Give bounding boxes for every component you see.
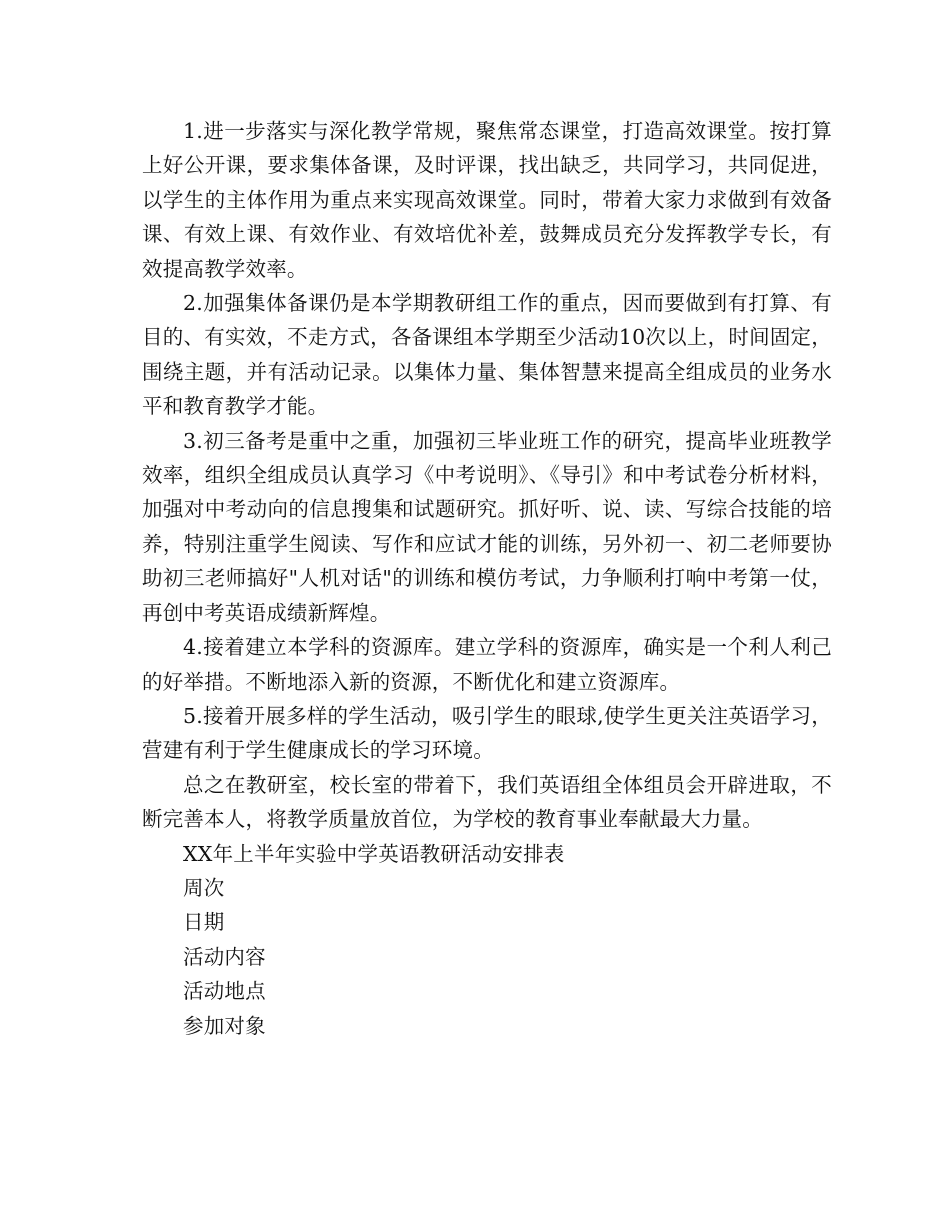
paragraph-3: 3.初三备考是重中之重，加强初三毕业班工作的研究，提高毕业班教学效率，组织全组成员认真学习《中考说明》、《导引》和中考试卷分析材料，加强对中考动向的信息搜集和试题研究。抓好听、说、读、写综合技能的培养，特别注重学生阅读、写作和应试才能的训练，另外初一、初二老师要协助初三老师搞好"人机对话"的训练和模仿考试，力争顺利打响中考第一仗，再创中考英语成绩新辉煌。 (142, 428, 832, 625)
paragraph-2: 2.加强集体备课仍是本学期教研组工作的重点，因而要做到有打算、有目的、有实效，不走方式，各备课组本学期至少活动10次以上，时间固定，围绕主题，并有活动记录。以集体力量、集体智慧来提高全组成员的业务水平和教育教学才能。 (142, 291, 832, 419)
paragraph-summary: 总之在教研室，校长室的带着下，我们英语组全体组员会开辟进取，不断完善本人，将教学质量放首位，为学校的教育事业奉献最大力量。 (142, 772, 832, 832)
paragraph-4: 4.接着建立本学科的资源库。建立学科的资源库，确实是一个利人利己的好举措。不断地添入新的资源，不断优化和建立资源库。 (142, 635, 832, 694)
table-header-week: 周次 (183, 875, 225, 900)
table-header-location: 活动地点 (183, 979, 266, 1004)
paragraph-1: 1.进一步落实与深化教学常规，聚焦常态课堂，打造高效课堂。按打算上好公开课，要求集体备课，及时评课，找出缺乏，共同学习，共同促进，以学生的主体作用为重点来实现高效课堂。同时，带着大家力求做到有效备课、有效上课、有效作业、有效培优补差，鼓舞成员充分发挥教学专长，有效提高教学效率。 (142, 119, 832, 281)
paragraph-5: 5.接着开展多样的学生活动，吸引学生的眼球,使学生更关注英语学习，营建有利于学生健康成长的学习环境。 (142, 703, 832, 763)
table-header-participants: 参加对象 (183, 1013, 266, 1038)
table-header-date: 日期 (183, 910, 225, 935)
table-header-activity: 活动内容 (183, 944, 266, 969)
table-title: XX年上半年实验中学英语教研活动安排表 (183, 841, 565, 866)
document-body (142, 114, 832, 1043)
